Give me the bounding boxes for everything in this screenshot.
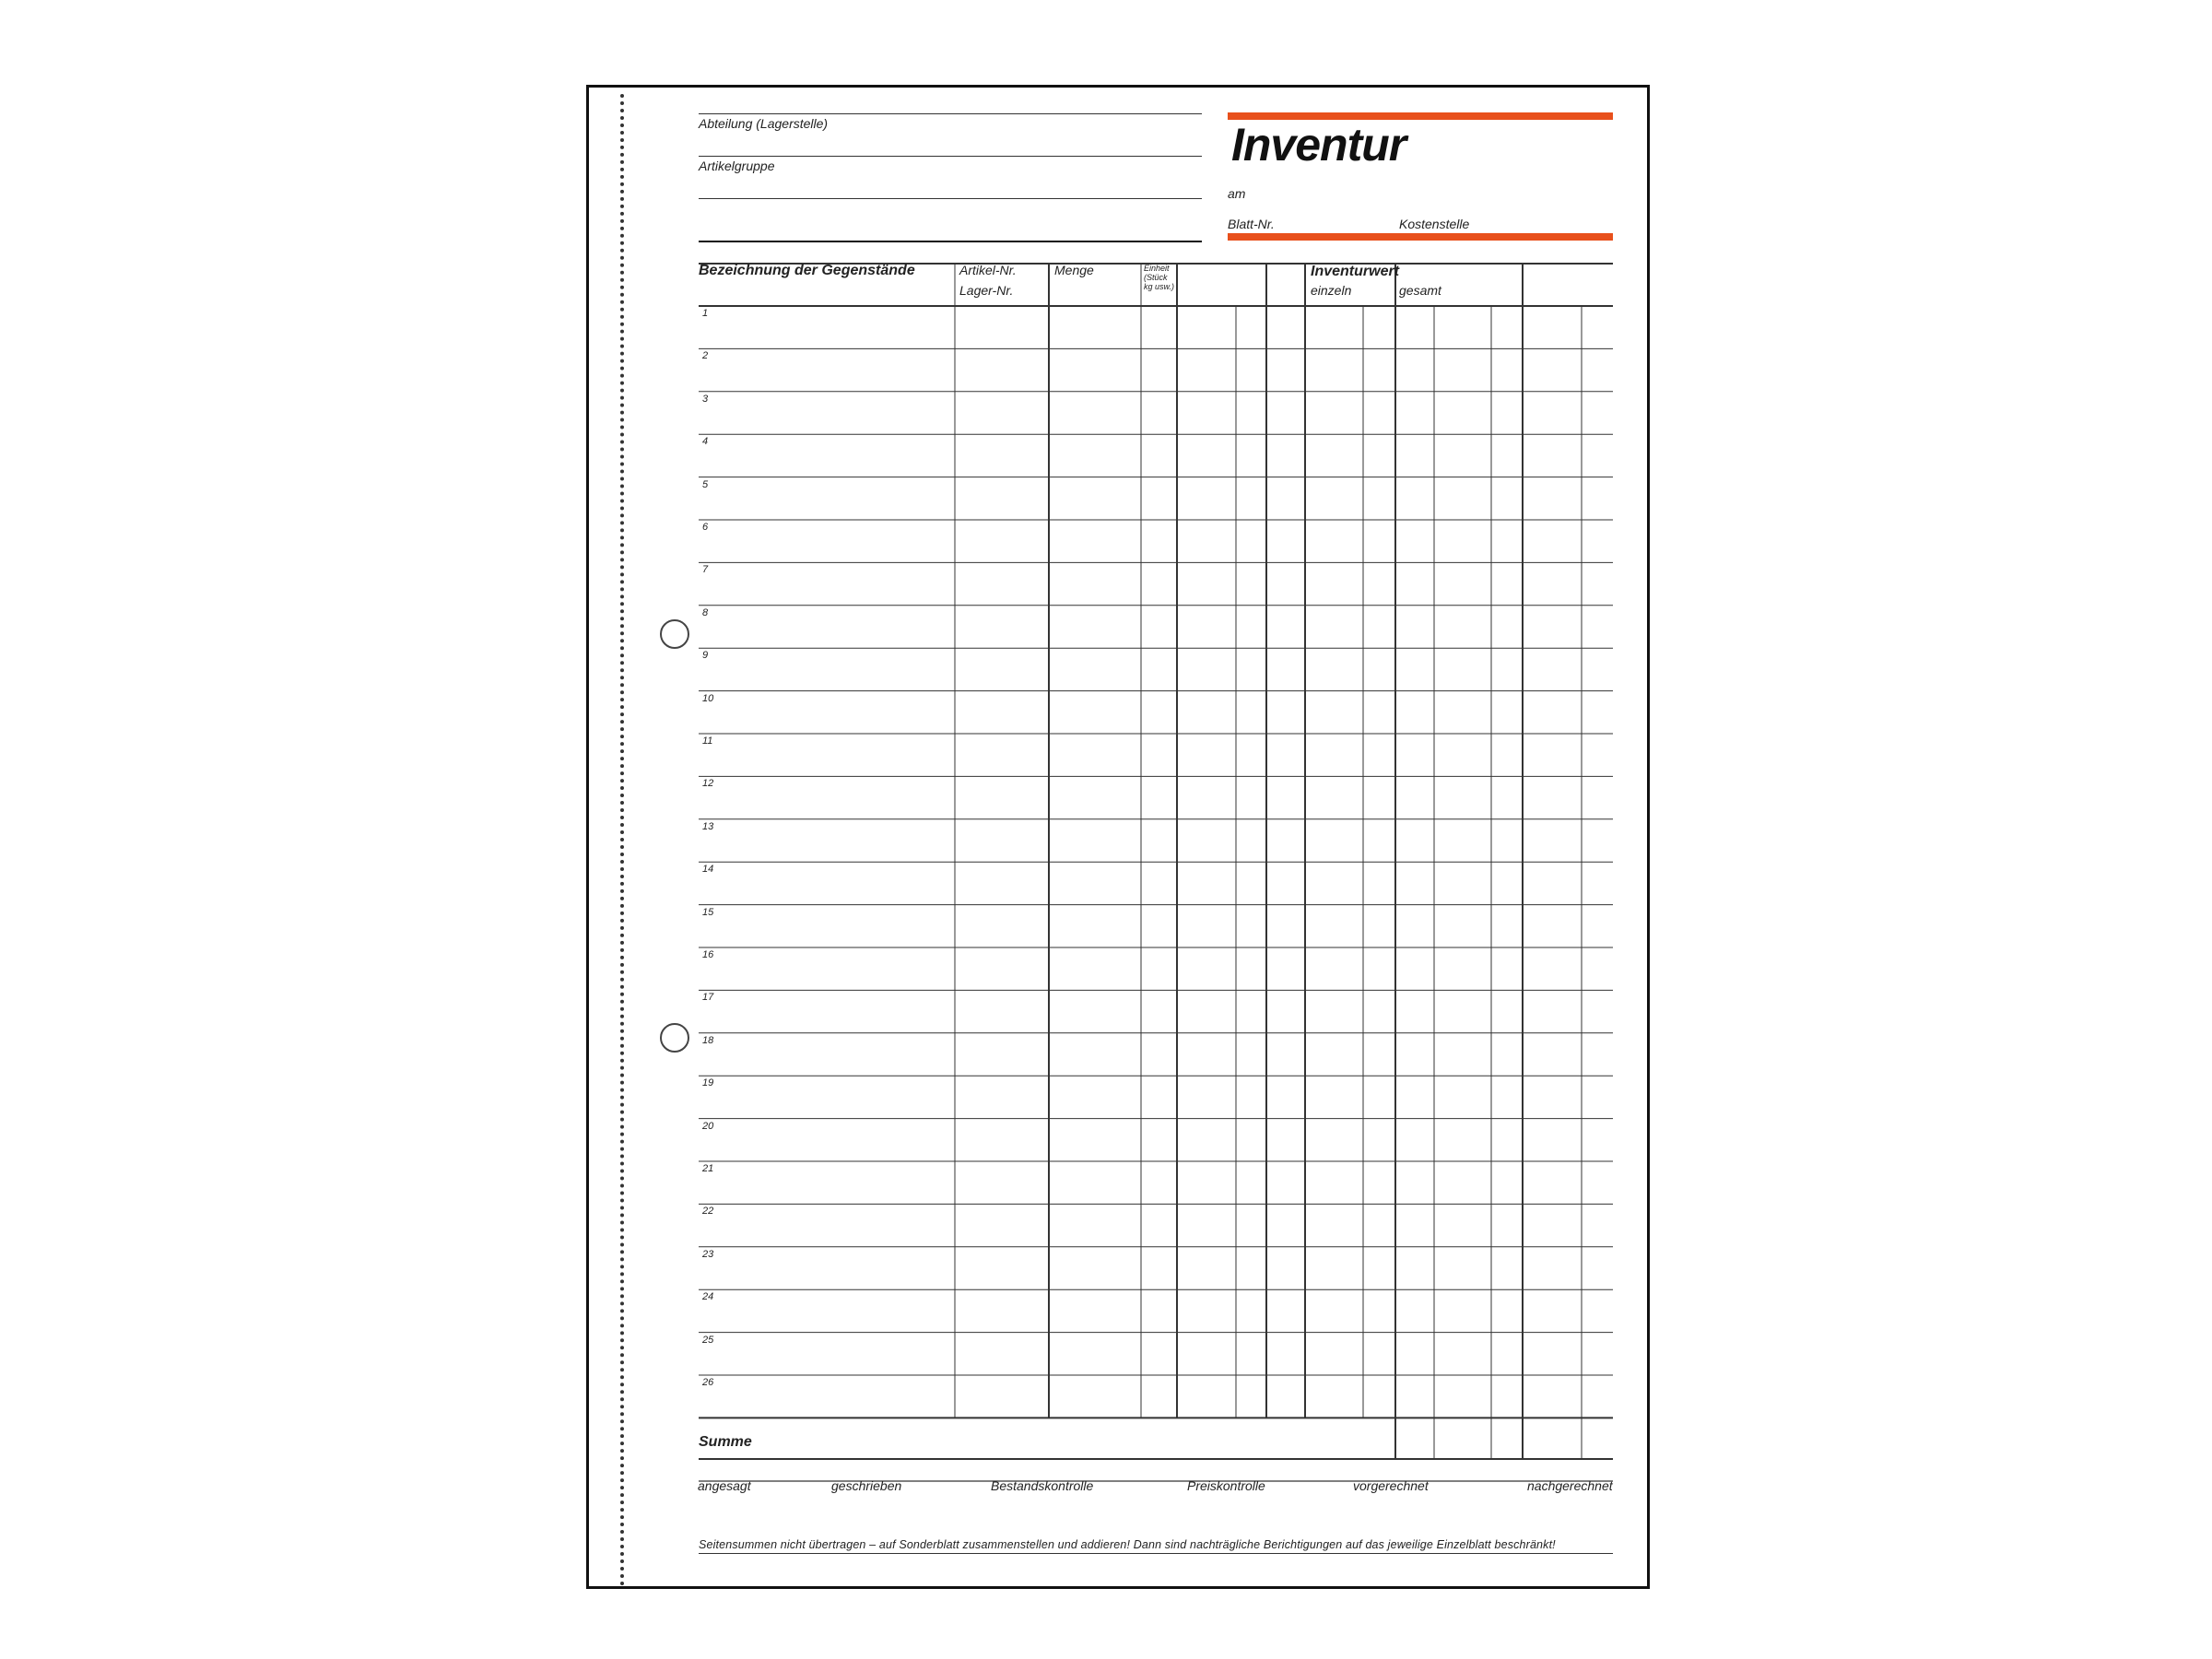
signature-written: geschrieben	[831, 1478, 902, 1493]
header-total-value: gesamt	[1399, 283, 1441, 298]
row-number: 2	[702, 350, 709, 362]
department-line	[699, 113, 1202, 114]
row-number: 25	[702, 1334, 714, 1346]
row-number: 11	[702, 735, 713, 747]
article-group-line	[699, 156, 1202, 157]
header-inventory-value: Inventurwert	[1311, 264, 1400, 279]
article-group-label: Artikelgruppe	[699, 159, 775, 173]
form-sheet	[586, 85, 1650, 1589]
department-label: Abteilung (Lagerstelle)	[699, 116, 829, 131]
signature-recalculated: nachgerechnet	[1527, 1478, 1613, 1493]
row-number: 19	[702, 1077, 714, 1089]
header-unit: Einheit (Stück kg usw.)	[1144, 264, 1175, 291]
row-number: 20	[702, 1120, 714, 1132]
row-number: 8	[702, 606, 709, 618]
signature-precalculated: vorgerechnet	[1353, 1478, 1429, 1493]
header-article-no: Artikel-Nr.	[959, 263, 1017, 277]
header-quantity: Menge	[1054, 263, 1094, 277]
row-number: 1	[702, 308, 709, 319]
date-label: am	[1228, 186, 1246, 201]
row-number: 4	[702, 436, 709, 448]
row-number: 15	[702, 906, 714, 918]
row-number: 21	[702, 1163, 714, 1174]
punch-hole-upper	[660, 619, 689, 649]
blank-line-2	[699, 241, 1202, 242]
perforation-line	[620, 94, 624, 1587]
row-number: 7	[702, 564, 709, 576]
row-number: 16	[702, 949, 714, 960]
row-number: 14	[702, 864, 714, 876]
form-title: Inventur	[1231, 119, 1406, 171]
title-accent-bar-bottom	[1228, 233, 1613, 241]
header-single-value: einzeln	[1311, 283, 1352, 298]
row-number: 3	[702, 393, 709, 405]
signature-price-check: Preiskontrolle	[1187, 1478, 1265, 1493]
row-number: 17	[702, 992, 714, 1004]
sum-label: Summe	[699, 1434, 752, 1450]
row-number: 9	[702, 650, 709, 662]
signature-stock-check: Bestandskontrolle	[991, 1478, 1094, 1493]
row-number: 13	[702, 820, 714, 832]
row-number: 6	[702, 522, 709, 533]
header-description: Bezeichnung der Gegenstände	[699, 263, 915, 278]
footnote: Seitensummen nicht übertragen – auf Sonderblatt zusammenstellen und addieren! Dann sind nachträgliche Berichtigungen auf das jeweilige Einzelblatt beschränkt!	[699, 1538, 1613, 1554]
header-storage-no: Lager-Nr.	[959, 283, 1014, 298]
signature-announced: angesagt	[698, 1478, 751, 1493]
row-number: 23	[702, 1248, 714, 1260]
row-number: 5	[702, 478, 709, 490]
punch-hole-lower	[660, 1023, 689, 1053]
row-number: 18	[702, 1034, 714, 1046]
blank-line-1	[699, 198, 1202, 199]
cost-center-label: Kostenstelle	[1399, 217, 1470, 231]
row-number: 10	[702, 692, 714, 704]
row-number: 12	[702, 778, 714, 790]
row-number: 24	[702, 1291, 714, 1303]
row-number: 26	[702, 1377, 714, 1388]
sheet-no-label: Blatt-Nr.	[1228, 217, 1275, 231]
row-number: 22	[702, 1206, 714, 1218]
